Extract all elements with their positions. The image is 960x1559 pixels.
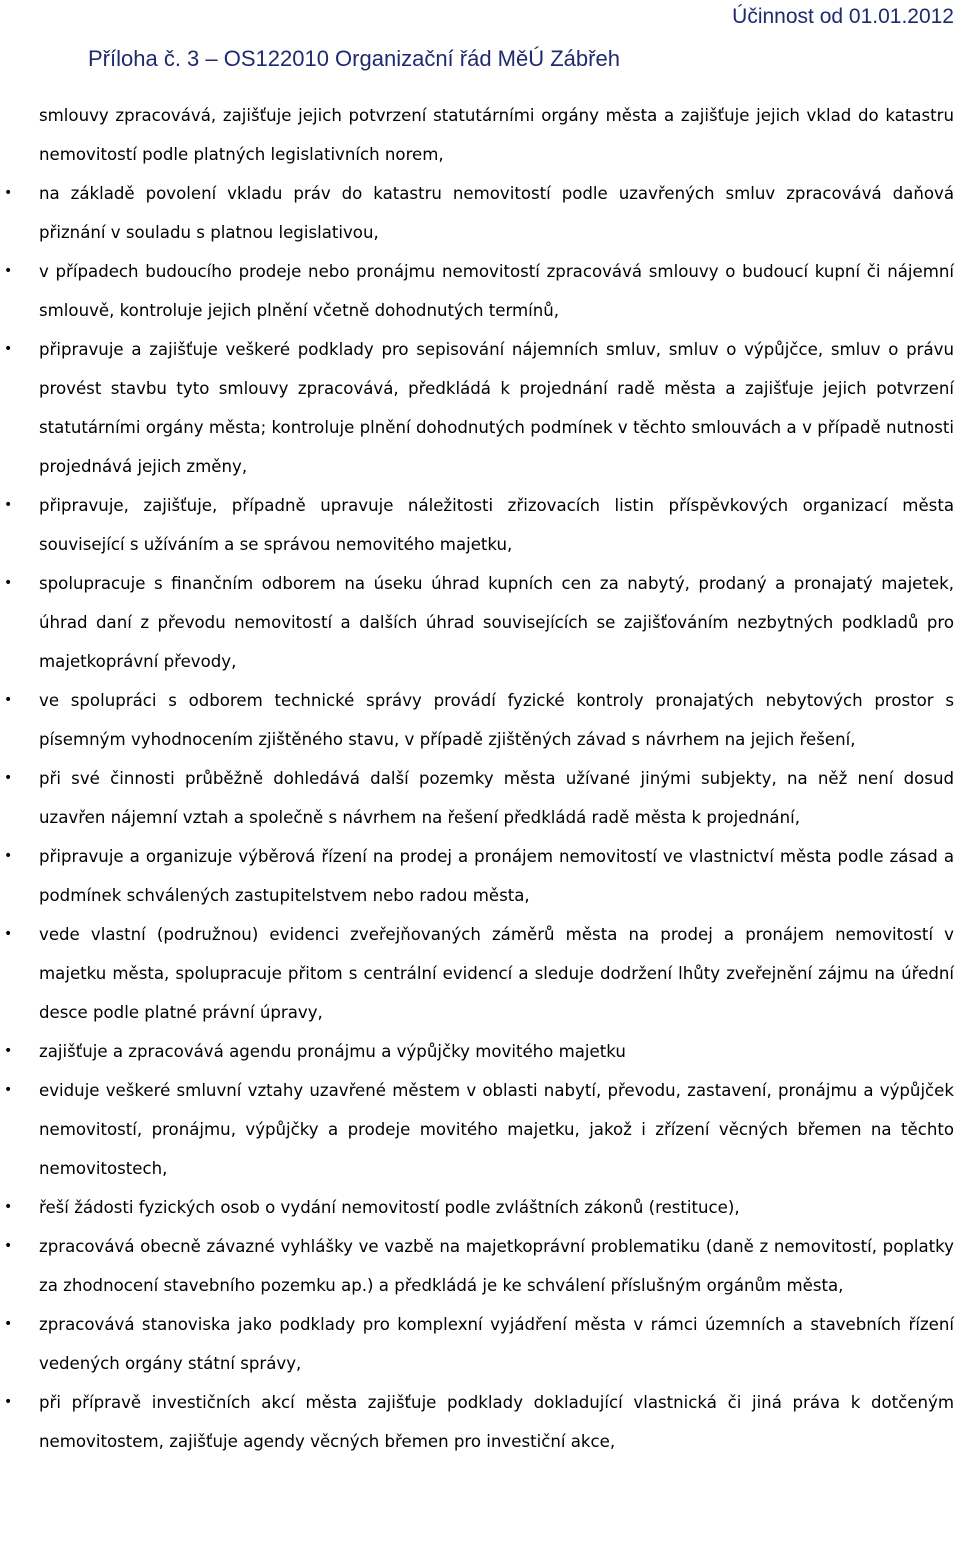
list-item	[0, 1305, 958, 1383]
bullet-icon: •	[4, 926, 13, 942]
list-item	[0, 837, 958, 915]
list-item-text: na základě povolení vkladu práv do katastru nemovitostí podle uzavřených smluv zpracovává daňová přiznání v souladu s platnou legislativou,	[39, 184, 954, 242]
bullet-icon: •	[4, 848, 13, 864]
bullet-icon: •	[4, 263, 13, 279]
list-item	[0, 1227, 958, 1305]
list-item	[0, 1071, 958, 1188]
bullet-icon: •	[4, 692, 13, 708]
list-item-text: v případech budoucího prodeje nebo pronájmu nemovitostí zpracovává smlouvy o budoucí kupní či nájemní smlouvě, kontroluje jejich plnění včetně dohodnutých termínů,	[39, 262, 954, 320]
list-item	[0, 330, 958, 486]
list-item-text: zajišťuje a zpracovává agendu pronájmu a výpůjčky movitého majetku	[39, 1042, 626, 1061]
list-item	[0, 564, 958, 681]
list-item-text: při přípravě investičních akcí města zajišťuje podklady dokladující vlastnická či jiná práva k dotčeným nemovitostem, zajišťuje agendy věcných břemen pro investiční akce,	[39, 1393, 954, 1451]
list-item	[0, 1032, 958, 1071]
list-item	[0, 174, 958, 252]
document-body	[0, 96, 958, 1461]
list-item-text: spolupracuje s finančním odborem na úseku úhrad kupních cen za nabytý, prodaný a pronajatý majetek, úhrad daní z převodu nemovitostí a dalších úhrad souvisejících se zajišťováním nezbytných podkladů pro majetkoprávní převody,	[39, 574, 954, 671]
list-item-text: eviduje veškeré smluvní vztahy uzavřené městem v oblasti nabytí, převodu, zastavení, pronájmu a výpůjček nemovitostí, pronájmu, výpůjčky a prodeje movitého majetku, jakož i zřízení věcných břemen na těchto nemovitostech,	[39, 1081, 954, 1178]
list-item-text: připravuje a organizuje výběrová řízení na prodej a pronájem nemovitostí ve vlastnictví města podle zásad a podmínek schválených zastupitelstvem nebo radou města,	[39, 847, 954, 905]
list-item-text: zpracovává stanoviska jako podklady pro komplexní vyjádření města v rámci územních a stavebních řízení vedených orgány státní správy,	[39, 1315, 954, 1373]
bullet-icon: •	[4, 1394, 13, 1410]
list-item-text: ve spolupráci s odborem technické správy provádí fyzické kontroly pronajatých nebytových prostor s písemným vyhodnocením zjištěného stavu, v případě zjištěných závad s návrhem na jejich řešení,	[39, 691, 954, 749]
list-item-text: vede vlastní (podružnou) evidenci zveřejňovaných záměrů města na prodej a pronájem nemovitostí v majetku města, spolupracuje přitom s centrální evidencí a sleduje dodržení lhůty zveřejnění zájmu na úřední desce podle platné právní úpravy,	[39, 925, 954, 1022]
bullet-icon: •	[4, 1238, 13, 1254]
bullet-icon: •	[4, 1043, 13, 1059]
bullet-icon: •	[4, 497, 13, 513]
list-item-text: připravuje a zajišťuje veškeré podklady pro sepisování nájemních smluv, smluv o výpůjčce, smluv o právu provést stavbu tyto smlouvy zpracovává, předkládá k projednání radě města a zajišťuje jejich potvrzení statutárními orgány města; kontroluje plnění dohodnutých podmínek v těchto smlouvách a v případě nutnosti projednává jejich změny,	[39, 340, 954, 476]
list-item	[0, 1383, 958, 1461]
effective-date: Účinnost od 01.01.2012	[732, 5, 954, 28]
bullet-icon: •	[4, 1199, 13, 1215]
list-item-text: při své činnosti průběžně dohledává další pozemky města užívané jinými subjekty, na něž není dosud uzavřen nájemní vztah a společně s návrhem na řešení předkládá radě města k projednání,	[39, 769, 954, 827]
list-item	[0, 759, 958, 837]
bullet-icon: •	[4, 575, 13, 591]
bullet-icon: •	[4, 185, 13, 201]
list-item-text: řeší žádosti fyzických osob o vydání nemovitostí podle zvláštních zákonů (restituce),	[39, 1198, 740, 1217]
bullet-icon: •	[4, 341, 13, 357]
bullet-icon: •	[4, 770, 13, 786]
annex-title: Příloha č. 3 – OS122010 Organizační řád MěÚ Zábřeh	[88, 46, 620, 71]
list-item	[0, 486, 958, 564]
bullet-icon: •	[4, 1316, 13, 1332]
bullet-icon: •	[4, 1082, 13, 1098]
list-item	[0, 1188, 958, 1227]
list-item-text: připravuje, zajišťuje, případně upravuje náležitosti zřizovacích listin příspěvkových organizací města související s užíváním a se správou nemovitého majetku,	[39, 496, 954, 554]
list-item-text: zpracovává obecně závazné vyhlášky ve vazbě na majetkoprávní problematiku (daně z nemovitostí, poplatky za zhodnocení stavebního pozemku ap.) a předkládá je ke schválení příslušným orgánům města,	[39, 1237, 954, 1295]
continuation-paragraph: smlouvy zpracovává, zajišťuje jejich potvrzení statutárními orgány města a zajišťuje jejich vklad do katastru nemovitostí podle platných legislativních norem,	[39, 106, 954, 164]
list-item	[0, 681, 958, 759]
list-item	[0, 252, 958, 330]
list-item	[0, 915, 958, 1032]
